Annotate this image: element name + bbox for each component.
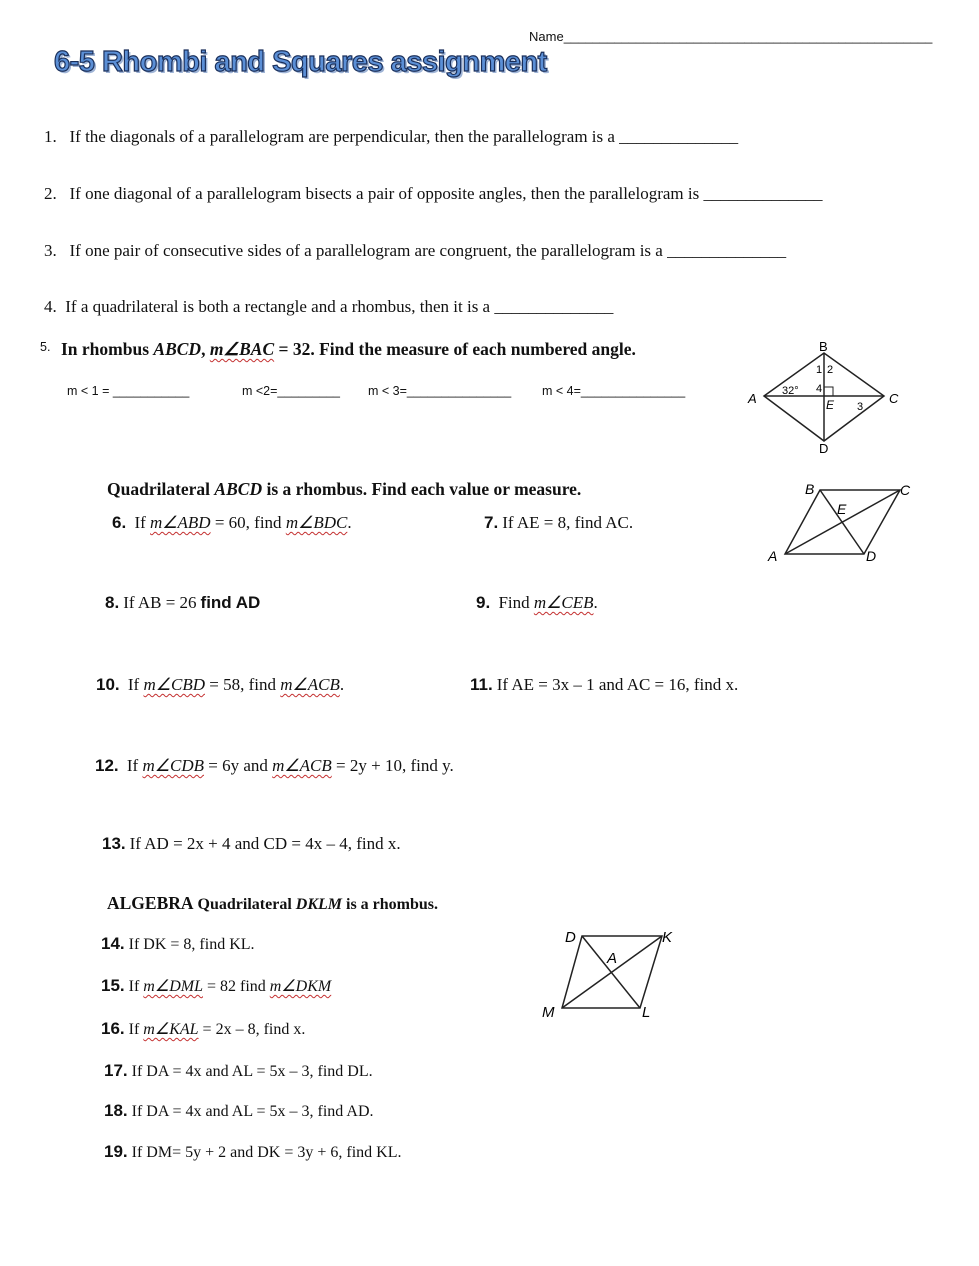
diagonal-bd xyxy=(820,490,864,554)
question-text: If AB = 26 xyxy=(123,593,197,612)
question-number: 19. xyxy=(104,1142,128,1161)
question-text: If AE = 8, find AC. xyxy=(502,513,634,532)
question-2 xyxy=(44,184,822,204)
question-number: 18. xyxy=(104,1101,128,1120)
question-number: 6. xyxy=(112,513,127,532)
question-text: If DM= 5y + 2 and DK = 3y + 6, find KL. xyxy=(131,1144,402,1161)
label-a: A xyxy=(748,391,757,406)
question-text: If AD = 2x + 4 and CD = 4x – 4, find x. xyxy=(129,834,401,853)
label-1: 1 xyxy=(816,364,823,376)
label-e: E xyxy=(826,398,835,412)
section-3-heading xyxy=(107,893,438,914)
label-m: M xyxy=(542,1004,555,1021)
diagonal-km xyxy=(562,936,662,1008)
question-number: 3. xyxy=(44,241,57,260)
rhombus-figure-3 xyxy=(538,926,680,1022)
q12-angle-2: m∠ACB xyxy=(272,756,332,775)
question-6: 6. If m∠ABD = 60, find m∠BDC. xyxy=(112,513,352,532)
label-c: C xyxy=(900,482,911,498)
question-text: If the diagonals of a parallelogram are perpendicular, then the parallelogram is a ______________ xyxy=(69,127,739,146)
question-text: If one pair of consecutive sides of a parallelogram are congruent, the parallelogram is a ______________ xyxy=(69,241,787,260)
heading-shape: ABCD xyxy=(214,479,263,499)
question-14 xyxy=(101,934,255,954)
name-blank[interactable]: ___________________________________________________ xyxy=(563,29,933,44)
question-number: 16. xyxy=(101,1019,125,1038)
question-number: 8. xyxy=(105,593,120,612)
question-9: 9. Find m∠CEB. xyxy=(476,593,598,612)
question-18 xyxy=(104,1101,374,1121)
question-5: In rhombus ABCD, m∠BAC = 32. Find the measure of each numbered angle. xyxy=(61,339,636,359)
label-3: 3 xyxy=(857,401,864,413)
heading-post: is a rhombus. Find each value or measure. xyxy=(266,479,582,499)
question-number: 10. xyxy=(96,675,120,694)
q5-prefix: In rhombus xyxy=(61,339,150,359)
rhombus-figure-2 xyxy=(762,478,922,566)
label-k: K xyxy=(662,929,673,946)
q5-shape: ABCD xyxy=(153,339,202,359)
label-d: D xyxy=(866,548,877,564)
question-11 xyxy=(470,675,738,695)
question-3 xyxy=(44,241,786,261)
q6-angle-2: m∠BDC xyxy=(285,513,348,532)
question-number: 9. xyxy=(476,593,491,612)
question-number: 15. xyxy=(101,976,125,995)
rhombus-figure-1 xyxy=(742,338,912,458)
question-8 xyxy=(105,593,260,613)
label-2: 2 xyxy=(827,364,834,376)
question-1 xyxy=(44,127,738,147)
q5-blank-1[interactable]: m < 1 = ___________ xyxy=(67,384,190,398)
label-l: L xyxy=(642,1004,651,1021)
question-number: 2. xyxy=(44,184,57,203)
q5-blank-3[interactable]: m < 3=_______________ xyxy=(368,384,512,398)
question-15: 15. If m∠DML = 82 find m∠DKM xyxy=(101,976,332,995)
question-text: If DA = 4x and AL = 5x – 3, find DL. xyxy=(131,1063,373,1080)
question-number: 14. xyxy=(101,934,125,953)
question-number: 12. xyxy=(95,756,119,775)
q5-angle: m∠BAC xyxy=(209,339,275,359)
question-number: 1. xyxy=(44,127,57,146)
label-b: B xyxy=(805,481,815,497)
question-text: If one diagonal of a parallelogram bisects a pair of opposite angles, then the parallelogram is ______________ xyxy=(69,184,823,203)
label-a: A xyxy=(607,950,618,967)
label-4: 4 xyxy=(816,383,823,395)
question-10: 10. If m∠CBD = 58, find m∠ACB. xyxy=(96,675,345,694)
question-19 xyxy=(104,1142,401,1162)
label-a: A xyxy=(768,548,778,564)
label-d: D xyxy=(565,929,576,946)
question-number: 7. xyxy=(484,513,499,532)
q12-angle-1: m∠CDB xyxy=(142,756,204,775)
q6-angle-1: m∠ABD xyxy=(150,513,211,532)
label-32-degrees: 32° xyxy=(782,385,799,397)
question-text-bold: find AD xyxy=(200,593,261,612)
q15-angle-2: m∠DKM xyxy=(269,978,332,995)
heading-post: is a rhombus. xyxy=(346,896,439,913)
q5-suffix: = 32. Find the measure of each numbered angle. xyxy=(278,339,636,359)
question-text: If AE = 3x – 1 and AC = 16, find x. xyxy=(496,675,739,694)
question-text: If a quadrilateral is both a rectangle and a rhombus, then it is a ______________ xyxy=(65,297,614,316)
q10-angle-2: m∠ACB xyxy=(280,675,340,694)
question-4 xyxy=(44,297,613,317)
question-number: 11. xyxy=(470,675,493,694)
right-angle-mark xyxy=(824,387,833,396)
question-17 xyxy=(104,1061,373,1081)
label-d: D xyxy=(819,441,829,456)
page-title: 6-5 Rhombi and Squares assignment xyxy=(54,46,547,78)
label-c: C xyxy=(889,391,899,406)
q9-angle: m∠CEB xyxy=(533,593,594,612)
q5-blank-2[interactable]: m <2=_________ xyxy=(242,384,341,398)
question-number: 4. xyxy=(44,297,57,316)
question-text: If DK = 8, find KL. xyxy=(128,936,255,953)
question-number: 17. xyxy=(104,1061,128,1080)
q5-blank-4[interactable]: m < 4=_______________ xyxy=(542,384,686,398)
question-text: If DA = 4x and AL = 5x – 3, find AD. xyxy=(131,1103,374,1120)
name-label: Name xyxy=(529,29,564,44)
question-number: 13. xyxy=(102,834,126,853)
question-12: 12. If m∠CDB = 6y and m∠ACB = 2y + 10, find y. xyxy=(95,756,454,775)
question-5-number: 5. xyxy=(40,340,51,354)
q15-angle-1: m∠DML xyxy=(143,978,203,995)
label-e: E xyxy=(837,501,847,517)
algebra-label: ALGEBRA xyxy=(107,893,194,913)
section-2-heading xyxy=(107,479,581,500)
heading-pre: Quadrilateral xyxy=(197,896,292,913)
question-7 xyxy=(484,513,633,533)
name-line xyxy=(529,29,932,44)
heading-pre: Quadrilateral xyxy=(107,479,211,499)
q10-angle-1: m∠CBD xyxy=(143,675,205,694)
q16-angle: m∠KAL xyxy=(143,1021,199,1038)
heading-shape: DKLM xyxy=(295,896,342,913)
question-13 xyxy=(102,834,401,854)
question-16: 16. If m∠KAL = 2x – 8, find x. xyxy=(101,1019,306,1038)
label-b: B xyxy=(819,339,828,354)
